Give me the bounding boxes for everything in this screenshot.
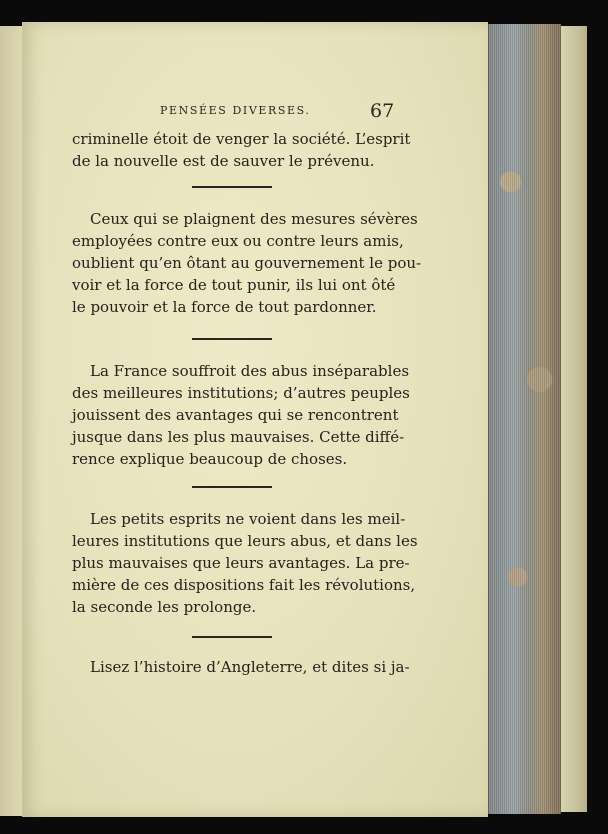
text-line: rence explique beaucoup de choses. [72,450,348,468]
text-line: la seconde les prolonge. [72,598,257,616]
text-line: mière de ces dispositions fait les révolutions, [72,576,416,594]
running-head: PENSÉES DIVERSES. [160,104,311,117]
text-line: oublient qu’en ôtant au gouvernement le pou- [72,254,422,272]
text-line: de la nouvelle est de sauver le prévenu. [72,152,375,170]
paragraph-5 [72,656,410,678]
text-line: Ceux qui se plaignent des mesures sévères [90,210,418,228]
text-line: voir et la force de tout punir, ils lui ont ôté [72,276,396,294]
text-line: des meilleures institutions; d’autres peuples [72,384,410,402]
back-cover-board [560,26,587,812]
page-block-edge [488,24,561,814]
page-number: 67 [370,100,395,122]
text-line: jusque dans les plus mauvaises. Cette diffé- [72,428,405,446]
text-line: criminelle étoit de venger la société. L’esprit [72,130,411,148]
text-line: Les petits esprits ne voient dans les meil- [90,510,406,528]
paragraph-1 [72,128,411,172]
text-line: le pouvoir et la force de tout pardonner. [72,298,377,316]
text-line: employées contre eux ou contre leurs amis, [72,232,404,250]
paragraph-3 [72,360,410,470]
text-line: Lisez l’histoire d’Angleterre, et dites si ja- [90,658,410,676]
text-line: jouissent des avantages qui se rencontrent [72,406,399,424]
text-line: La France souffroit des abus inséparables [90,362,410,380]
text-line: leures institutions que leurs abus, et dans les [72,532,418,550]
page-header [160,100,410,130]
text-line: plus mauvaises que leurs avantages. La pre- [72,554,410,572]
body-text [72,128,422,678]
paragraph-2 [72,208,422,318]
left-page-edge [0,26,23,816]
paragraph-4 [72,508,418,618]
